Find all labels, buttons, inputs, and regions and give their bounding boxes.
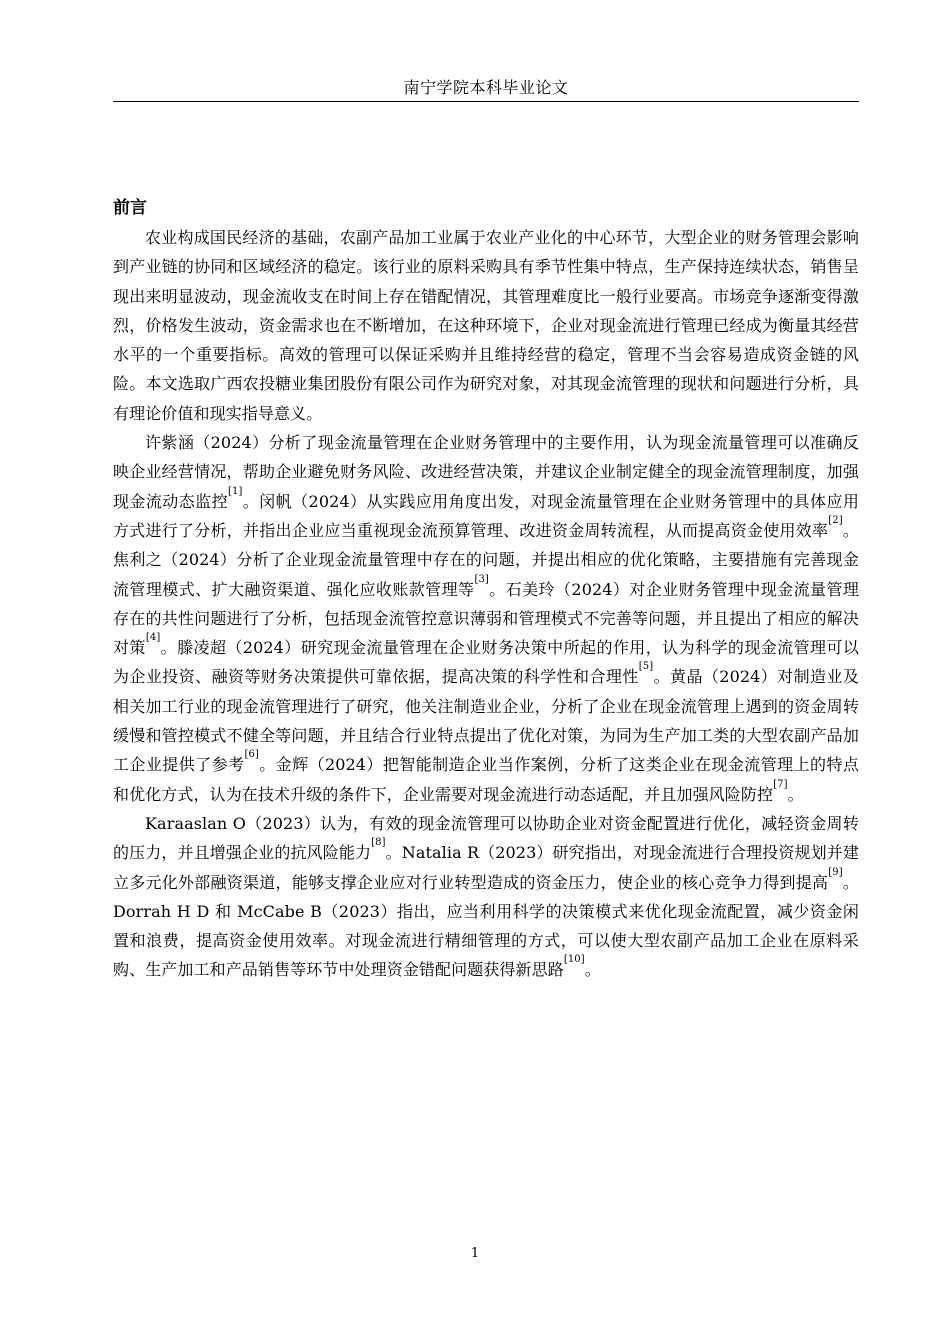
citation-marker: [1] xyxy=(228,485,243,497)
paragraph-text: 。滕凌超（2024）研究现金流量管理在企业财务决策中所起的作用，认为科学的现金流管理可以为企业投资、融资等财务决策提供可靠依据，提高决策的科学性和合理性 xyxy=(113,638,860,687)
section-heading: 前言 xyxy=(113,198,147,218)
body-paragraph xyxy=(113,428,859,809)
body-paragraph xyxy=(113,223,859,428)
citation-marker: [5] xyxy=(638,661,654,673)
running-header: 南宁学院本科毕业论文 xyxy=(403,78,569,97)
header-rule xyxy=(113,101,859,102)
citation-marker: [7] xyxy=(773,778,788,790)
paragraph-text: 。焦利之（2024）分析了企业现金流量管理中存在的问题，并提出相应的优化策略，主要措施有完善现金流管理模式、扩大融资渠道、强化应收账款管理等 xyxy=(113,520,859,599)
paragraph-text: 。 xyxy=(584,960,601,980)
citation-marker: [3] xyxy=(474,573,489,585)
paragraph-text: 。闵帆（2024）从实践应用角度出发，对现金流量管理在企业财务管理中的具体应用方式进行了分析，并指出企业应当重视现金流预算管理、改进资金周转流程，从而提高资金使用效率 xyxy=(113,491,859,540)
citation-marker: [8] xyxy=(371,837,386,849)
citation-marker: [10] xyxy=(563,954,585,966)
paragraph-text: 许紫涵（2024）分析了现金流量管理在企业财务管理中的主要作用，认为现金流量管理可以准确反映企业经营情况，帮助企业避免财务风险、改进经营决策，并建议企业制定健全的现金流管理制度，加强现金流动态监控 xyxy=(113,433,859,511)
citation-marker: [2] xyxy=(828,514,843,526)
paragraph-text: 农业构成国民经济的基础，农副产品加工业属于农业产业化的中心环节，大型企业的财务管理会影响到产业链的协同和区域经济的稳定。该行业的原料采购具有季节性集中特点，生产保持连续状态，销售呈现出来明显波动，现金流收支在时间上存在错配情况，其管理难度比一般行业要高。市场竞争逐渐变得激烈，价格发生波动，资金需求也在不断增加，在这种环境下，企业对现金流进行管理已经成为衡量其经营水平的一个重要指标。高效的管理可以保证采购并且维持经营的稳定，管理不当会容易造成资金链的风险。本文选取广西农投糖业集团股份有限公司作为研究对象，对其现金流管理的现状和问题进行分析，具有理论价值和现实指导意义。 xyxy=(113,228,859,423)
page-number: 1 xyxy=(470,1246,480,1261)
citation-marker: [6] xyxy=(244,749,259,761)
paragraph-list xyxy=(113,223,859,985)
paragraph-text: 。金辉（2024）把智能制造企业当作案例，分析了这类企业在现金流管理上的特点和优化方式，认为在技术升级的条件下，企业需要对现金流进行动态适配，并且加强风险防控 xyxy=(113,755,859,804)
paragraph-text: 。 xyxy=(787,784,804,804)
paragraph-text: 。石美玲（2024）对企业财务管理中现金流量管理存在的共性问题进行了分析，包括现金流管控意识薄弱和管理模式不完善等问题，并且提出了相应的解决对策 xyxy=(113,579,859,658)
paragraph-text: 。Dorrah H D 和 McCabe B（2023）指出，应当利用科学的决策模式来优化现金流配置，减少资金闲置和浪费，提高资金使用效率。对现金流进行精细管理的方式，可以使大型农副产品加工企业在原料采购、生产加工和产品销售等环节中处理资金错配问题获得新思路 xyxy=(113,872,859,980)
body-paragraph xyxy=(113,809,859,985)
citation-marker: [9] xyxy=(828,866,843,878)
paragraph-text: Karaaslan O（2023）认为，有效的现金流管理可以协助企业对资金配置进行优化，减轻资金周转的压力，并且增强企业的抗风险能力 xyxy=(113,813,859,863)
paragraph-text: 。黄晶（2024）对制造业及相关加工行业的现金流管理进行了研究，他关注制造业企业，分析了企业在现金流管理上遇到的资金周转缓慢和管控模式不健全等问题，并且结合行业特点提出了优化对策，为同为生产加工类的大型农副产品加工企业提供了参考 xyxy=(113,667,860,775)
body-text xyxy=(113,194,859,985)
citation-marker: [4] xyxy=(145,632,161,644)
paragraph-text: 。Natalia R（2023）研究指出，对现金流进行合理投资规划并建立多元化外部融资渠道，能够支撑企业应对行业转型造成的资金压力，使企业的核心竞争力得到提高 xyxy=(113,843,859,892)
